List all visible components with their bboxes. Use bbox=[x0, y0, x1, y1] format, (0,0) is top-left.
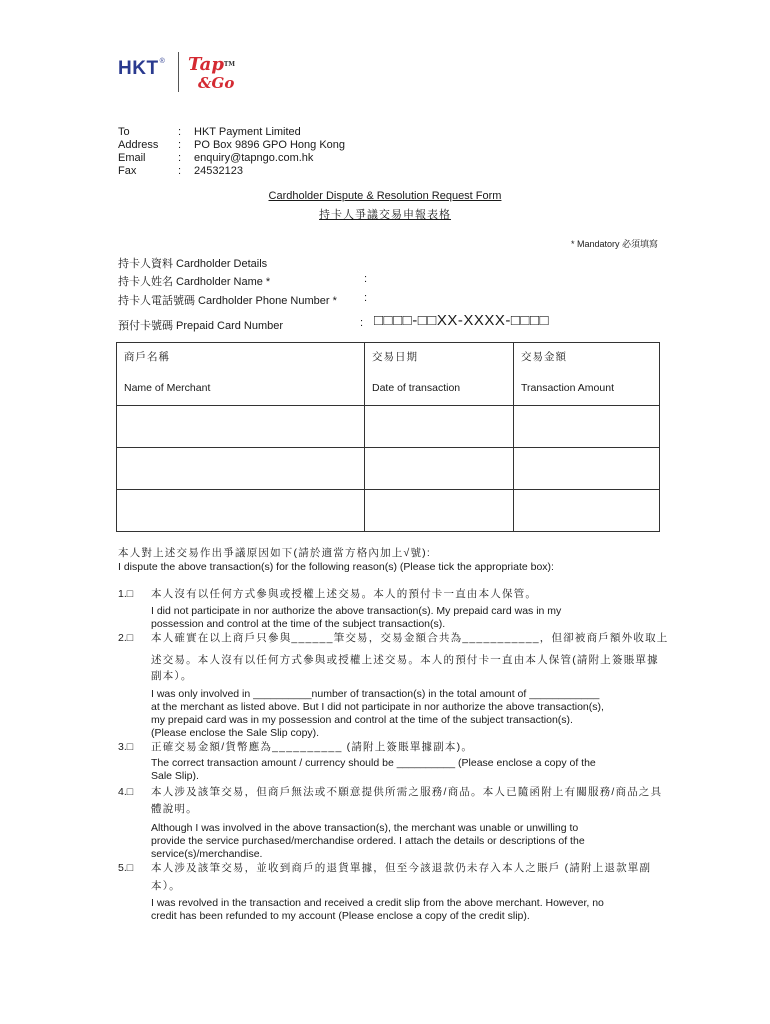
card-number-label: 預付卡號碼 Prepaid Card Number bbox=[118, 320, 284, 332]
amount-cell[interactable] bbox=[514, 406, 660, 448]
table-row[interactable] bbox=[117, 406, 660, 448]
reason-5-zh: 本人涉及該筆交易，並收到商戶的退貨單據，但至今該退款仍未存入本人之賬戶 (請附上退款單副 bbox=[151, 862, 652, 874]
mandatory-note: * Mandatory 必須填寫 bbox=[570, 239, 658, 249]
reason-4-checkbox[interactable]: 4.□ bbox=[118, 786, 134, 798]
cardholder-name-label: 持卡人姓名 Cardholder Name * bbox=[118, 276, 271, 288]
reason-1-en: possession and control at the time of the subject transaction(s). bbox=[151, 618, 446, 630]
reason-1-zh: 本人沒有以任何方式參與或授權上述交易。本人的預付卡一直由本人保管。 bbox=[151, 588, 538, 600]
amount-cell[interactable] bbox=[514, 448, 660, 490]
date-cell[interactable] bbox=[365, 406, 514, 448]
reason-2-zh: 本人確實在以上商戶只參與______筆交易，交易金額合共為___________，但卻被商戶額外收取上 bbox=[151, 632, 669, 644]
logo-divider bbox=[178, 52, 179, 92]
date-cell[interactable] bbox=[365, 448, 514, 490]
reason-intro-zh: 本人對上述交易作出爭議原因如下(請於適當方格內加上√號): bbox=[118, 547, 431, 559]
reason-4-en: service(s)/merchandise. bbox=[151, 848, 263, 860]
reason-4-en: Although I was involved in the above transaction(s), the merchant was unable or unwilling to bbox=[151, 822, 579, 834]
merchant-cell[interactable] bbox=[117, 490, 365, 532]
table-row[interactable] bbox=[117, 490, 660, 532]
reason-1-en: I did not participate in nor authorize the above transaction(s). My prepaid card was in my bbox=[151, 605, 562, 617]
reason-3-en: Sale Slip). bbox=[151, 770, 199, 782]
date-header: 交易日期 Date of transaction bbox=[365, 343, 514, 406]
reason-3-zh: 正確交易金額/貨幣應為__________ (請附上簽賬單據副本)。 bbox=[151, 741, 474, 753]
cardholder-phone-label: 持卡人電話號碼 Cardholder Phone Number * bbox=[118, 295, 337, 307]
reason-2-en: I was only involved in __________number of transaction(s) in the total amount of ____________ bbox=[151, 688, 600, 700]
card-number-colon: : bbox=[360, 317, 364, 329]
reason-intro-en: I dispute the above transaction(s) for the following reason(s) (Please tick the appropriate box): bbox=[118, 561, 554, 573]
table-header-row bbox=[117, 343, 660, 406]
table-row[interactable] bbox=[117, 448, 660, 490]
merchant-cell[interactable] bbox=[117, 448, 365, 490]
reason-2-checkbox[interactable]: 2.□ bbox=[118, 632, 134, 644]
reason-5-checkbox[interactable]: 5.□ bbox=[118, 862, 134, 874]
reason-4-zh: 本人涉及該筆交易，但商戶無法或不願意提供所需之服務/商品。本人已隨函附上有關服務/商品之具 bbox=[151, 786, 663, 798]
amount-cell[interactable] bbox=[514, 490, 660, 532]
hkt-logo: HKT® bbox=[118, 58, 166, 79]
reason-3-checkbox[interactable]: 3.□ bbox=[118, 741, 134, 753]
card-number-field[interactable]: □□□□-□□XX-XXXX-□□□□ bbox=[374, 312, 550, 329]
date-cell[interactable] bbox=[365, 490, 514, 532]
reason-4-en: provide the service purchased/merchandise ordered. I attach the details or descriptions of the bbox=[151, 835, 585, 847]
form-title-zh: 持卡人爭議交易申報表格 bbox=[319, 209, 451, 221]
reason-2-en: my prepaid card was in my possession and control at the time of the subject transaction(s). bbox=[151, 714, 573, 726]
reason-2-zh: 副本）。 bbox=[151, 670, 193, 682]
reason-3-en: The correct transaction amount / currency should be __________ (Please enclose a copy of the bbox=[151, 757, 596, 769]
reason-2-en: (Please enclose the Sale Slip copy). bbox=[151, 727, 320, 739]
transaction-table bbox=[116, 342, 660, 532]
reason-1-checkbox[interactable]: 1.□ bbox=[118, 588, 134, 600]
cardholder-name-field[interactable]: : bbox=[364, 273, 368, 285]
reason-4-zh: 體說明。 bbox=[151, 803, 198, 815]
reason-5-en: I was revolved in the transaction and received a credit slip from the above merchant. However, no bbox=[151, 897, 604, 909]
merchant-header: 商戶名稱 Name of Merchant bbox=[117, 343, 365, 406]
reason-2-zh: 述交易。本人沒有以任何方式參與或授權上述交易。本人的預付卡一直由本人保管(請附上簽賬單據 bbox=[151, 654, 659, 666]
cardholder-phone-field[interactable]: : bbox=[364, 292, 368, 304]
amount-header: 交易金額 Transaction Amount bbox=[514, 343, 660, 406]
details-heading: 持卡人資料 Cardholder Details bbox=[118, 258, 268, 270]
form-title-en: Cardholder Dispute & Resolution Request Form bbox=[268, 190, 502, 202]
merchant-cell[interactable] bbox=[117, 406, 365, 448]
tapngo-logo: Tap™ &Go bbox=[188, 54, 236, 92]
reason-5-zh: 本）。 bbox=[151, 880, 181, 892]
reason-2-en: at the merchant as listed above. But I did not participate in nor authorize the above transaction(s), bbox=[151, 701, 604, 713]
reason-5-en: credit has been refunded to my account (Please enclose a copy of the credit slip). bbox=[151, 910, 530, 922]
